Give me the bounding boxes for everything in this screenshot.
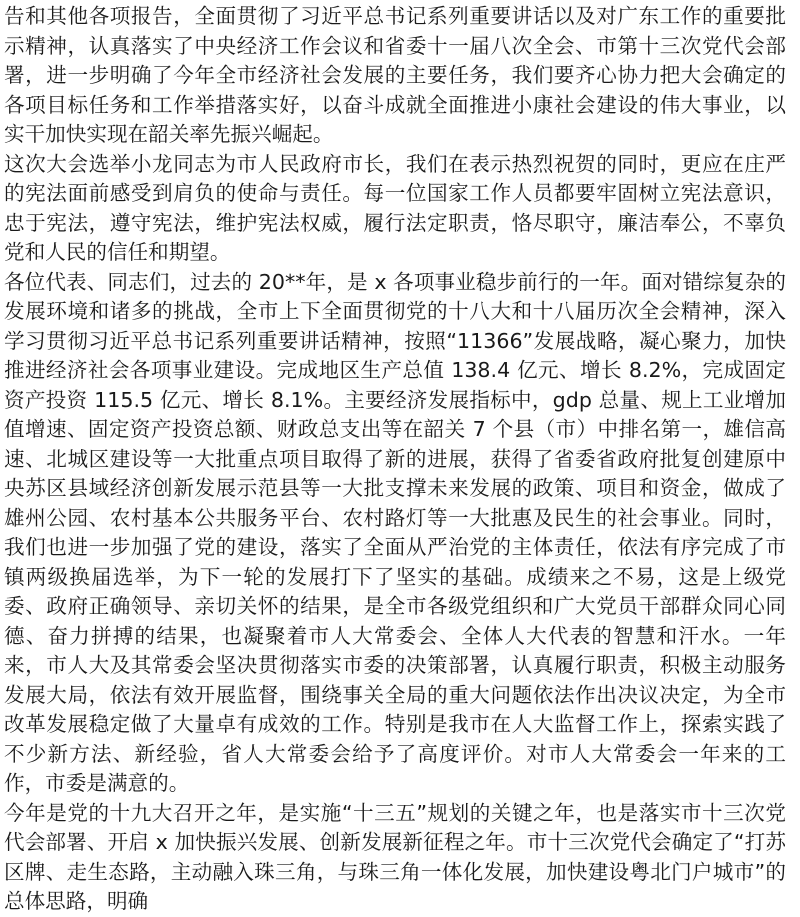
paragraph-4: 今年是党的十九大召开之年，是实施“十三五”规划的关键之年，也是落实市十三次党代会部署、开启 x 加快振兴发展、创新发展新征程之年。市十三次党代会确定了“打苏区牌、走生态路，主动融入珠三角，与珠三角一体化发展，加快建设粤北门户城市”的总体思路，明确 (4, 800, 786, 913)
document-body (4, 2, 786, 917)
paragraph-2: 这次大会选举小龙同志为市人民政府市长，我们在表示热烈祝贺的同时，更应在庄严的宪法面前感受到肩负的使命与责任。每一位国家工作人员都要牢固树立宪法意识，忠于宪法，遵守宪法，维护宪法权威，履行法定职责，恪尽职守，廉洁奉公，不辜负党和人民的信任和期望。 (4, 151, 786, 264)
paragraph-3: 各位代表、同志们，过去的 20**年，是 x 各项事业稳步前行的一年。面对错综复杂的发展环境和诸多的挑战，全市上下全面贯彻党的十八大和十八届历次全会精神，深入学习贯彻习近平总书记系列重要讲话精神，按照“11366”发展战略，凝心聚力，加快推进经济社会各项事业建设。完成地区生产总值 138.4 亿元、增长 8.2%，完成固定资产投资 115.5 亿元、增长 8.1%。主要经济发展指标中，gdp 总量、规上工业增加值增速、固定资产投资总额、财政总支出等在韶关 7 个县（市）中排名第一，雄信高速、北城区建设等一大批重点项目取得了新的进展，获得了省委省政府批复创建原中央苏区县域经济创新发展示范县等一大批支撑未来发展的政策、项目和资金，做成了雄州公园、农村基本公共服务平台、农村路灯等一大批惠及民生的社会事业。同时，我们也进一步加强了党的建设，落实了全面从严治党的主体责任，依法有序完成了市镇两级换届选举，为下一轮的发展打下了坚实的基础。成绩来之不易，这是上级党委、政府正确领导、亲切关怀的结果，是全市各级党组织和广大党员干部群众同心同德、奋力拼搏的结果，也凝聚着市人大常委会、全体人大代表的智慧和汗水。一年来，市人大及其常委会坚决贯彻落实市委的决策部署，认真履行职责，积极主动服务发展大局，依法有效开展监督，围绕事关全局的重大问题依法作出决议决定，为全市改革发展稳定做了大量卓有成效的工作。特别是我市在人大监督工作上，探索实践了不少新方法、新经验，省人大常委会给予了高度评价。对市人大常委会一年来的工作，市委是满意的。 (4, 269, 786, 795)
paragraph-1: 告和其他各项报告，全面贯彻了习近平总书记系列重要讲话以及对广东工作的重要批示精神，认真落实了中央经济工作会议和省委十一届八次全会、市第十三次党代会部署，进一步明确了今年全市经济社会发展的主要任务，我们要齐心协力把大会确定的各项目标任务和工作举措落实好，以奋斗成就全面推进小康社会建设的伟大事业，以实干加快实现在韶关率先振兴崛起。 (4, 4, 786, 146)
